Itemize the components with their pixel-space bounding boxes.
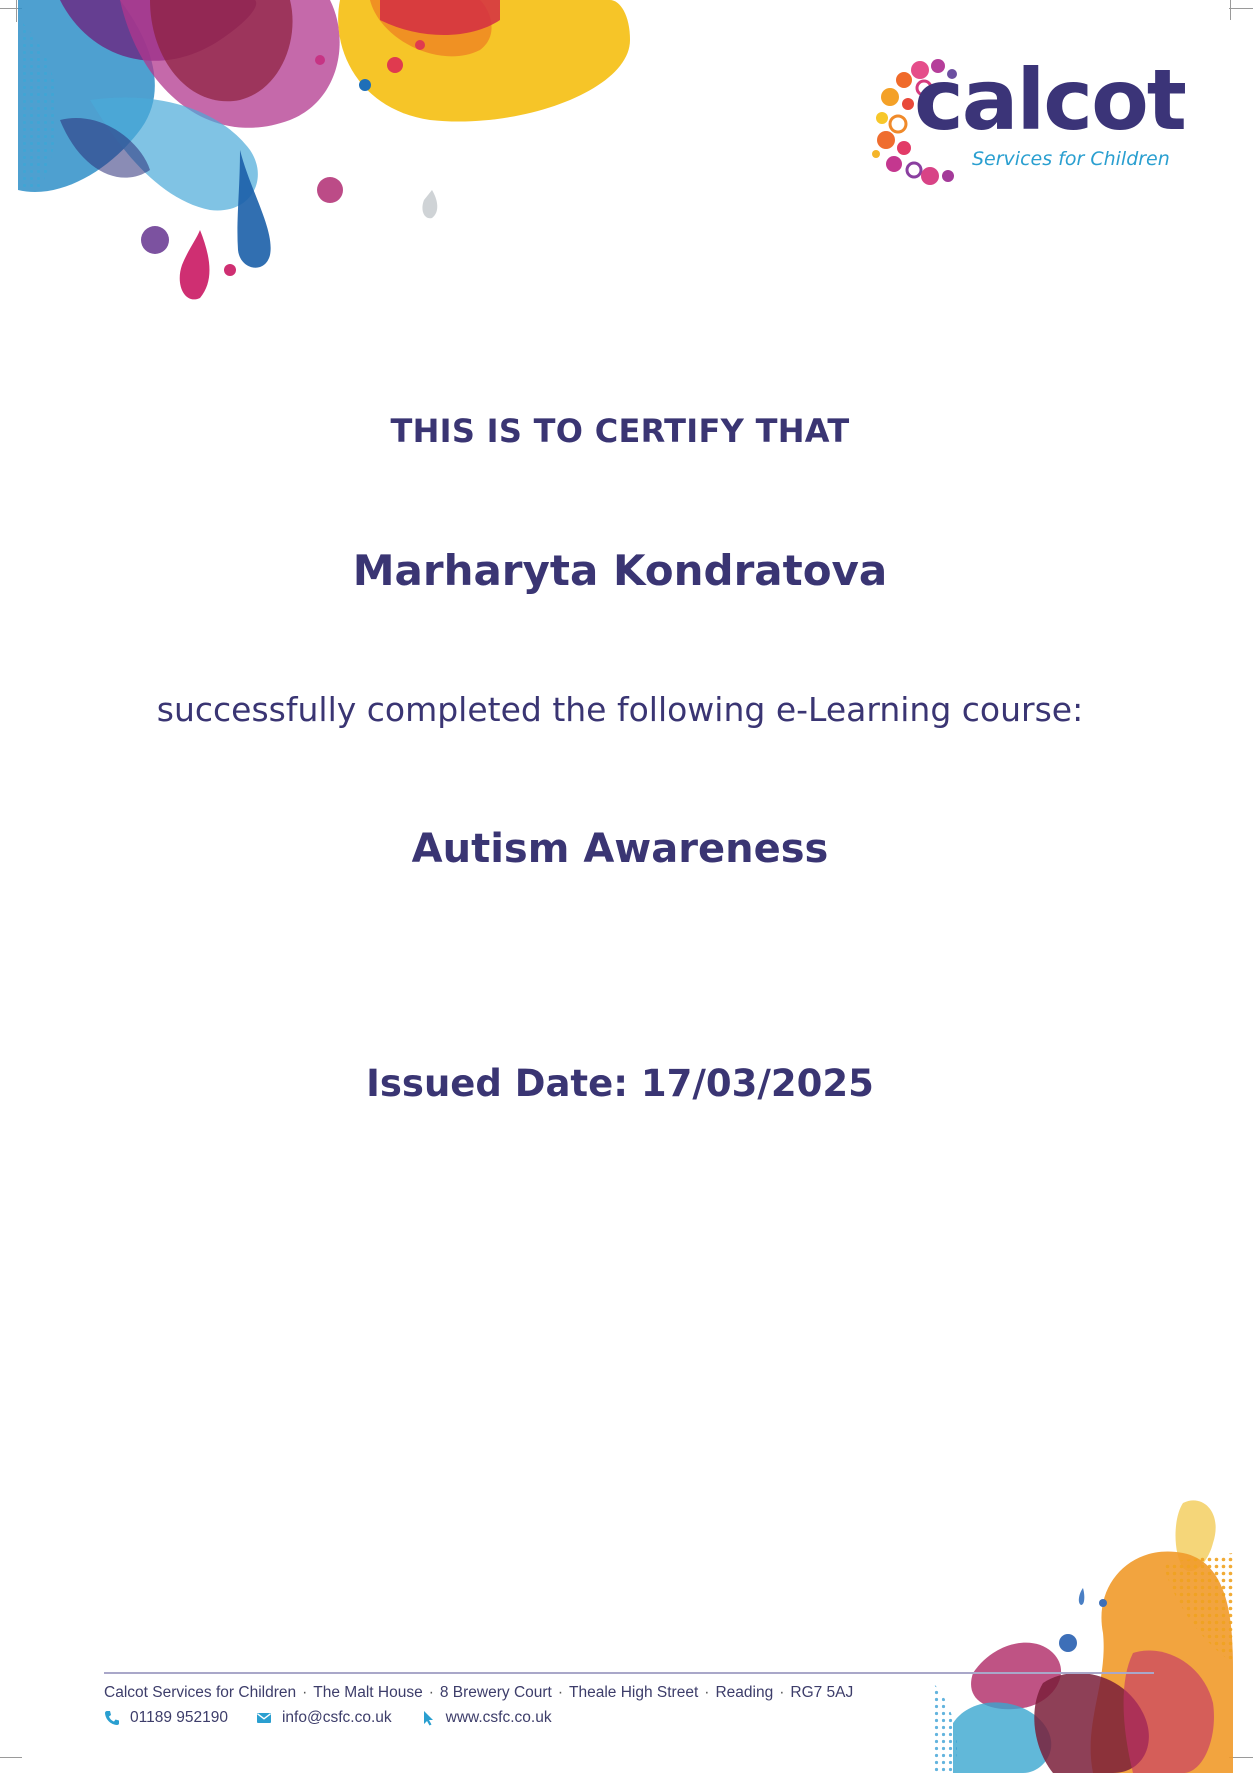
crop-mark-bottom-left	[0, 1757, 22, 1758]
logo-tagline: Services for Children	[972, 148, 1170, 170]
footer-contacts	[104, 1709, 580, 1727]
certify-heading: THIS IS TO CERTIFY THAT	[390, 412, 850, 450]
address-org: Calcot Services for Children	[104, 1684, 297, 1701]
address-court: 8 Brewery Court	[439, 1684, 552, 1701]
address-separator: ·	[779, 1684, 785, 1701]
footer-address	[104, 1684, 853, 1702]
logo-wordmark: calcot	[914, 51, 1185, 149]
address-separator: ·	[302, 1684, 308, 1701]
address-street: Theale High Street	[569, 1684, 699, 1701]
address-separator: ·	[704, 1684, 710, 1701]
email-address: info@csfc.co.uk	[281, 1709, 392, 1726]
crop-mark-top-right-v	[1230, 0, 1231, 20]
contact-phone	[104, 1709, 228, 1727]
issued-date: Issued Date: 17/03/2025	[366, 1062, 874, 1105]
address-postcode: RG7 5AJ	[790, 1684, 854, 1701]
phone-number: 01189 952190	[130, 1709, 228, 1726]
crop-mark-top-right	[1229, 8, 1253, 9]
address-separator: ·	[428, 1684, 434, 1701]
mail-icon	[256, 1710, 272, 1726]
footer-divider	[104, 1672, 1154, 1674]
completion-text: successfully completed the following e-Learning course:	[156, 690, 1084, 729]
phone-icon	[104, 1710, 120, 1726]
calcot-logo	[868, 51, 1185, 192]
recipient-name: Marharyta Kondratova	[352, 546, 888, 595]
address-separator: ·	[557, 1684, 564, 1701]
cursor-icon	[420, 1710, 436, 1726]
contact-email	[256, 1709, 392, 1727]
paint-splash-top-left	[0, 0, 660, 310]
address-town: Reading	[715, 1684, 774, 1701]
website-url: www.csfc.co.uk	[445, 1709, 552, 1726]
address-building: The Malt House	[313, 1684, 423, 1701]
paint-splash-bottom-right	[933, 1493, 1253, 1773]
course-title: Autism Awareness	[411, 826, 829, 872]
contact-website	[420, 1709, 552, 1727]
